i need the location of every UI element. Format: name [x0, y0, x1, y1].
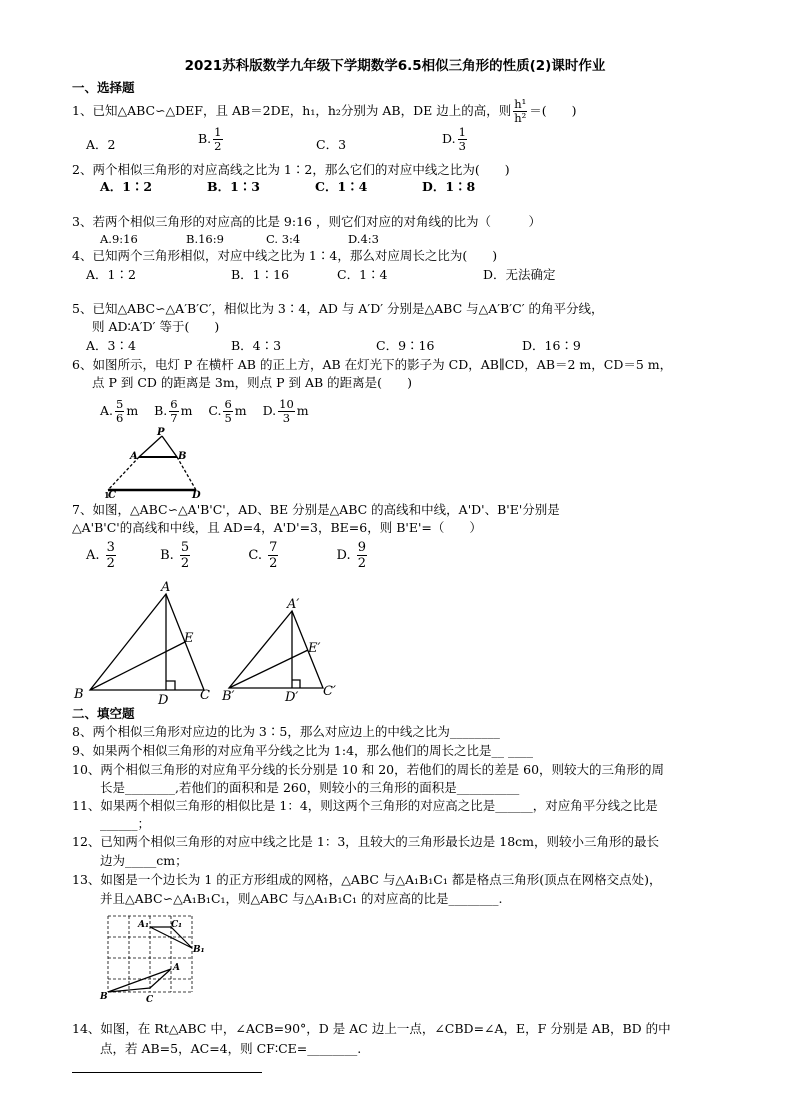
q5-option-c: C．9∶16	[376, 338, 435, 353]
q1-b-label: B.	[198, 131, 212, 146]
q6-a-num: 5	[116, 397, 124, 411]
q4-stem: 4、已知两个三角形相似，对应中线之比为 1∶4，那么对应周长之比为( )	[72, 248, 498, 263]
q3-option-a: A.9:16	[100, 232, 138, 246]
q7-c-num: 7	[269, 540, 278, 555]
q7-median-be	[90, 642, 185, 690]
q2-stem: 2、两个相似三角形的对应高线之比为 1∶2，那么它们的对应中线之比为( )	[72, 162, 510, 177]
q3-stem: 3、若两个相似三角形的对应高的比是 9:16 ，则它们对应的对角线的比为（ ）	[72, 214, 541, 229]
section-fill: 二、填空题	[72, 706, 135, 721]
q13-line-1: 13、如图是一个边长为 1 的正方形组成的网格，△ABC 与△A₁B₁C₁ 都是格点三角形(顶点在网格交点处)，	[72, 872, 662, 887]
q7-figure	[70, 580, 360, 705]
q3-option-b: B.16:9	[186, 232, 224, 246]
q2-option-a: A．1∶2	[100, 179, 153, 194]
q6-c-frac	[223, 398, 232, 425]
q6-c-label: C.	[208, 403, 222, 418]
q13-label-b1: B₁	[193, 945, 205, 955]
q6-b-label: B.	[154, 403, 168, 418]
q1-stem	[72, 98, 577, 125]
q7-label-b2: B′	[222, 689, 235, 704]
q7-c-den: 2	[269, 556, 278, 571]
q6-b-unit: m	[180, 403, 193, 418]
q7-right-angle	[166, 681, 175, 690]
q1-ratio-den: h²	[514, 111, 527, 125]
q7-stem-2: △A'B'C'的高线和中线，且 AD=4，A'D'=3，BE=6，则 B'E'=（ ）	[72, 520, 482, 535]
q14-line-2: 点，若 AB=5，AC=4，则 CF∶CE=________.	[100, 1041, 362, 1056]
q1-tail: ＝( )	[529, 103, 577, 118]
q7-a-frac	[106, 540, 116, 571]
q14-line-1: 14、如图，在 Rt△ABC 中，∠ACB=90°，D 是 AC 边上一点，∠CBD=∠A，E，F 分别是 AB，BD 的中	[72, 1021, 671, 1036]
q7-label-c: C	[200, 688, 210, 703]
q7-d-frac	[357, 540, 367, 571]
q13-triangle-abc	[108, 969, 171, 992]
q11-line-2: ______；	[100, 816, 151, 831]
q1-b-den: 2	[214, 139, 222, 153]
q6-a-unit: m	[126, 403, 139, 418]
q7-label-b: B	[74, 687, 84, 702]
q1-option-c: C．3	[316, 137, 347, 152]
q1-stem-text: 1、已知△ABC∽△DEF，且 AB＝2DE，h₁，h₂分别为 AB，DE 边上的高，则	[72, 103, 512, 118]
page-title: 2021苏科版数学九年级下学期数学6.5相似三角形的性质(2)课时作业	[184, 58, 606, 74]
q5-option-d: D．16∶9	[522, 338, 581, 353]
q7-label-d2: D′	[285, 690, 299, 705]
q1-option-b	[198, 126, 225, 153]
q1-b-num: 1	[214, 125, 222, 139]
q7-label-e2: E′	[308, 641, 321, 656]
q7-a-num: 3	[106, 540, 115, 555]
q9: 9、如果两个相似三角形的对应角平分线之比为 1:4，那么他们的周长之比是__ ____	[72, 743, 534, 758]
q13-triangle-a1b1c1	[150, 927, 192, 948]
q13-label-a1: A₁	[138, 920, 149, 930]
q4-option-d: D．无法确定	[483, 267, 556, 282]
q5-stem: 5、已知△ABC∽△A′B′C′，相似比为 3∶4，AD 与 A′D′ 分别是△ABC 与△A′B′C′ 的角平分线，	[72, 301, 604, 316]
q6-label-b: B	[178, 451, 187, 462]
q6-a-label: A.	[100, 403, 114, 418]
q7-b-den: 2	[180, 556, 190, 571]
q6-figure	[96, 426, 216, 500]
q8: 8、两个相似三角形对应边的比为 3∶5，那么对应边上的中线之比为________	[72, 724, 500, 739]
q7-b-frac	[180, 540, 190, 571]
q6-d-label: D.	[262, 403, 277, 418]
q12-line-2: 边为_____cm；	[100, 853, 188, 868]
q6-c-num: 6	[224, 397, 232, 411]
q5-option-a: A．3∶4	[86, 338, 136, 353]
q2-option-d: D．1∶8	[422, 179, 476, 194]
q6-line-pa	[139, 436, 162, 457]
q7-options	[86, 540, 369, 571]
q7-label-e: E	[184, 631, 194, 646]
q6-d-unit: m	[296, 403, 309, 418]
q7-label-a: A	[161, 580, 171, 595]
q6-c-unit: m	[234, 403, 247, 418]
q1-ratio	[513, 98, 527, 125]
q13-label-a: A	[173, 963, 180, 973]
q7-b-label: B.	[160, 548, 174, 563]
q13-label-c1: C₁	[171, 920, 183, 930]
q7-median-b2e2	[229, 650, 308, 688]
q7-c-label: C.	[248, 548, 262, 563]
q6-label-c: C	[108, 490, 116, 500]
q4-option-c: C．1∶4	[337, 267, 388, 282]
q6-a-frac	[115, 398, 124, 425]
q6-b-den: 7	[170, 411, 178, 425]
q1-d-frac	[458, 126, 467, 153]
q7-a-den: 2	[106, 556, 115, 571]
q1-option-a: A．2	[86, 137, 116, 152]
q7-a-label: A.	[86, 548, 100, 563]
q1-d-num: 1	[458, 125, 466, 139]
q7-b-num: 5	[180, 540, 190, 555]
q6-d-frac	[278, 398, 295, 425]
q6-stem: 6、如图所示，电灯 P 在横杆 AB 的正上方，AB 在灯光下的影子为 CD，AB∥CD，AB＝2 m，CD＝5 m，	[72, 357, 673, 372]
q7-stem: 7、如图，△ABC∽△A'B'C'，AD、BE 分别是△ABC 的高线和中线，A'D'、B'E'分别是	[72, 502, 560, 517]
q11-line-1: 11、如果两个相似三角形的相似比是 1：4，则这两个三角形的对应高之比是______，对应角平分线之比是	[72, 798, 658, 813]
q2-option-c: C．1∶4	[315, 179, 368, 194]
q7-d-label: D.	[336, 548, 351, 563]
q3-option-d: D.4:3	[348, 232, 379, 246]
q1-b-frac	[213, 126, 222, 153]
q13-grid-figure	[98, 910, 208, 1006]
q10-line-2: 长是________,若他们的面积和是 260，则较小的三角形的面积是__________	[100, 780, 520, 795]
q7-c-frac	[268, 540, 278, 571]
q7-d-num: 9	[357, 540, 367, 555]
q7-right-angle-2	[292, 680, 300, 688]
q13-line-2: 并且△ABC∽△A₁B₁C₁，则△ABC 与△A₁B₁C₁ 的对应高的比是________.	[100, 891, 503, 906]
footnote-divider	[72, 1072, 262, 1073]
q7-label-a2: A′	[287, 597, 300, 612]
q6-a-den: 6	[116, 411, 124, 425]
q6-label-d: D	[192, 490, 201, 500]
q13-label-b: B	[100, 992, 108, 1002]
q7-d-den: 2	[357, 556, 367, 571]
q1-d-label: D.	[442, 131, 456, 146]
q7-label-d: D	[158, 693, 169, 705]
q1-option-d	[442, 126, 469, 153]
q7-label-c2: C′	[323, 684, 336, 699]
q13-label-c: C	[146, 995, 154, 1005]
q6-line-pb	[162, 436, 177, 457]
q6-b-frac	[169, 398, 178, 425]
q4-option-a: A．1∶2	[86, 267, 136, 282]
q6-c-den: 5	[224, 411, 232, 425]
q6-d-num: 10	[279, 397, 294, 411]
q6-options	[100, 398, 309, 425]
q6-b-num: 6	[170, 397, 178, 411]
q3-option-c: C. 3:4	[266, 232, 301, 246]
q2-option-b: B．1∶3	[207, 179, 260, 194]
q5-option-b: B．4∶3	[231, 338, 282, 353]
q6-label-a: A	[130, 451, 138, 462]
q6-stem-2: 点 P 到 CD 的距离是 3m，则点 P 到 AB 的距离是( )	[92, 375, 412, 390]
q4-option-b: B．1∶16	[231, 267, 290, 282]
q6-label-p: P	[157, 427, 165, 438]
q6-d-den: 3	[282, 411, 291, 425]
section-choice: 一、选择题	[72, 80, 135, 95]
q6-label-1: 1	[104, 490, 110, 500]
q1-ratio-num: h¹	[514, 97, 527, 111]
q10-line-1: 10、两个相似三角形的对应角平分线的长分别是 10 和 20，若他们的周长的差是 60，则较大的三角形的周	[72, 762, 665, 777]
q1-d-den: 3	[458, 139, 466, 153]
q5-stem-2: 则 AD∶A′D′ 等于( )	[92, 319, 220, 334]
q12-line-1: 12、已知两个相似三角形的对应中线之比是 1：3，且较大的三角形最长边是 18cm，则较小三角形的最长	[72, 834, 660, 849]
